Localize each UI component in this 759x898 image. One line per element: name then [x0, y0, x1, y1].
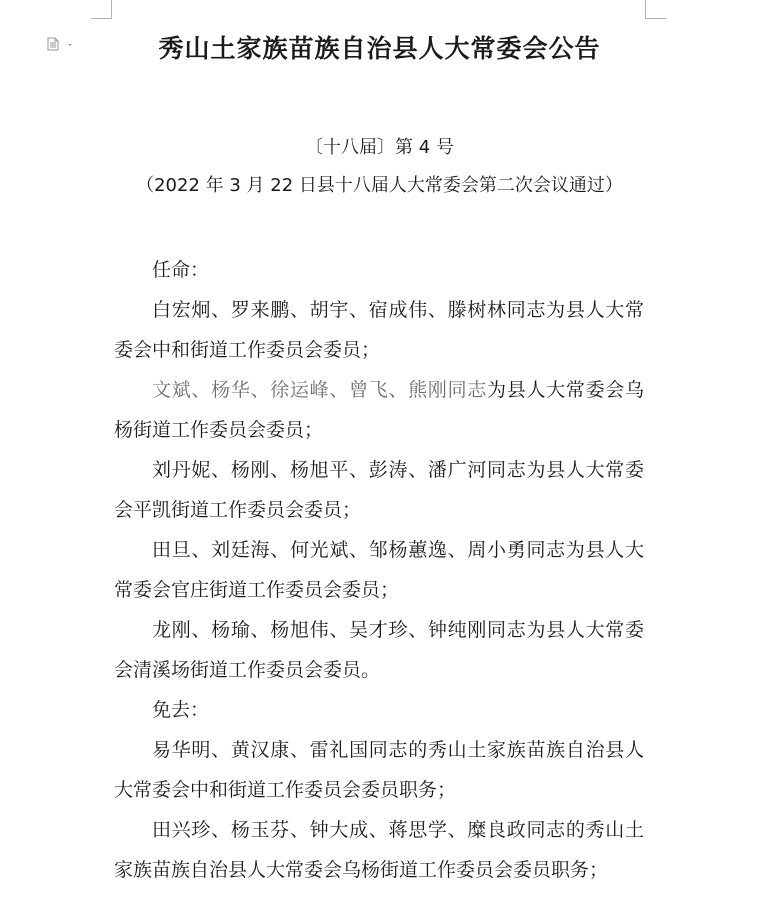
appointments-heading: 任命： [152, 259, 210, 281]
passed-date-note: （2022 年 3 月 22 日县十八届人大常委会第二次会议通过） [136, 175, 623, 196]
announcement-body [114, 250, 644, 890]
appointment-item: 刘丹妮、杨刚、杨旭平、彭涛、潘广河同志为县人大常委会平凯街道工作委员会委员； [114, 459, 644, 521]
removal-item: 田兴珍、杨玉芬、钟大成、蒋思学、糜良政同志的秀山土家族苗族自治县人大常委会乌杨街道工作委员会委员职务； [114, 819, 644, 881]
session-number: 〔十八届〕第 4 号 [305, 137, 454, 158]
appointment-item: 田旦、刘廷海、何光斌、邹杨蕙逸、周小勇同志为县人大常委会官庄街道工作委员会委员； [114, 539, 644, 601]
removals-heading: 免去： [152, 699, 210, 721]
page-corner-mark-left [91, 0, 112, 19]
appointment-item: 龙刚、杨瑜、杨旭伟、吴才珍、钟纯刚同志为县人大常委会清溪场街道工作委员会委员。 [114, 619, 644, 681]
removal-item: 易华明、黄汉康、雷礼国同志的秀山土家族苗族自治县人大常委会中和街道工作委员会委员职务； [114, 739, 644, 801]
appointee-names: 文斌、杨华、徐运峰、曾飞、熊刚同志 [152, 379, 488, 401]
page-title: 秀山土家族苗族自治县人大常委会公告 [158, 34, 601, 63]
appointment-role: 为县人大常委会乌杨街道工作委员会委员； [114, 379, 644, 441]
page-corner-mark-right [645, 0, 666, 19]
appointment-item: 白宏炯、罗来鹏、胡宇、宿成伟、滕树林同志为县人大常委会中和街道工作委员会委员； [114, 299, 644, 361]
appointment-item [114, 370, 644, 450]
